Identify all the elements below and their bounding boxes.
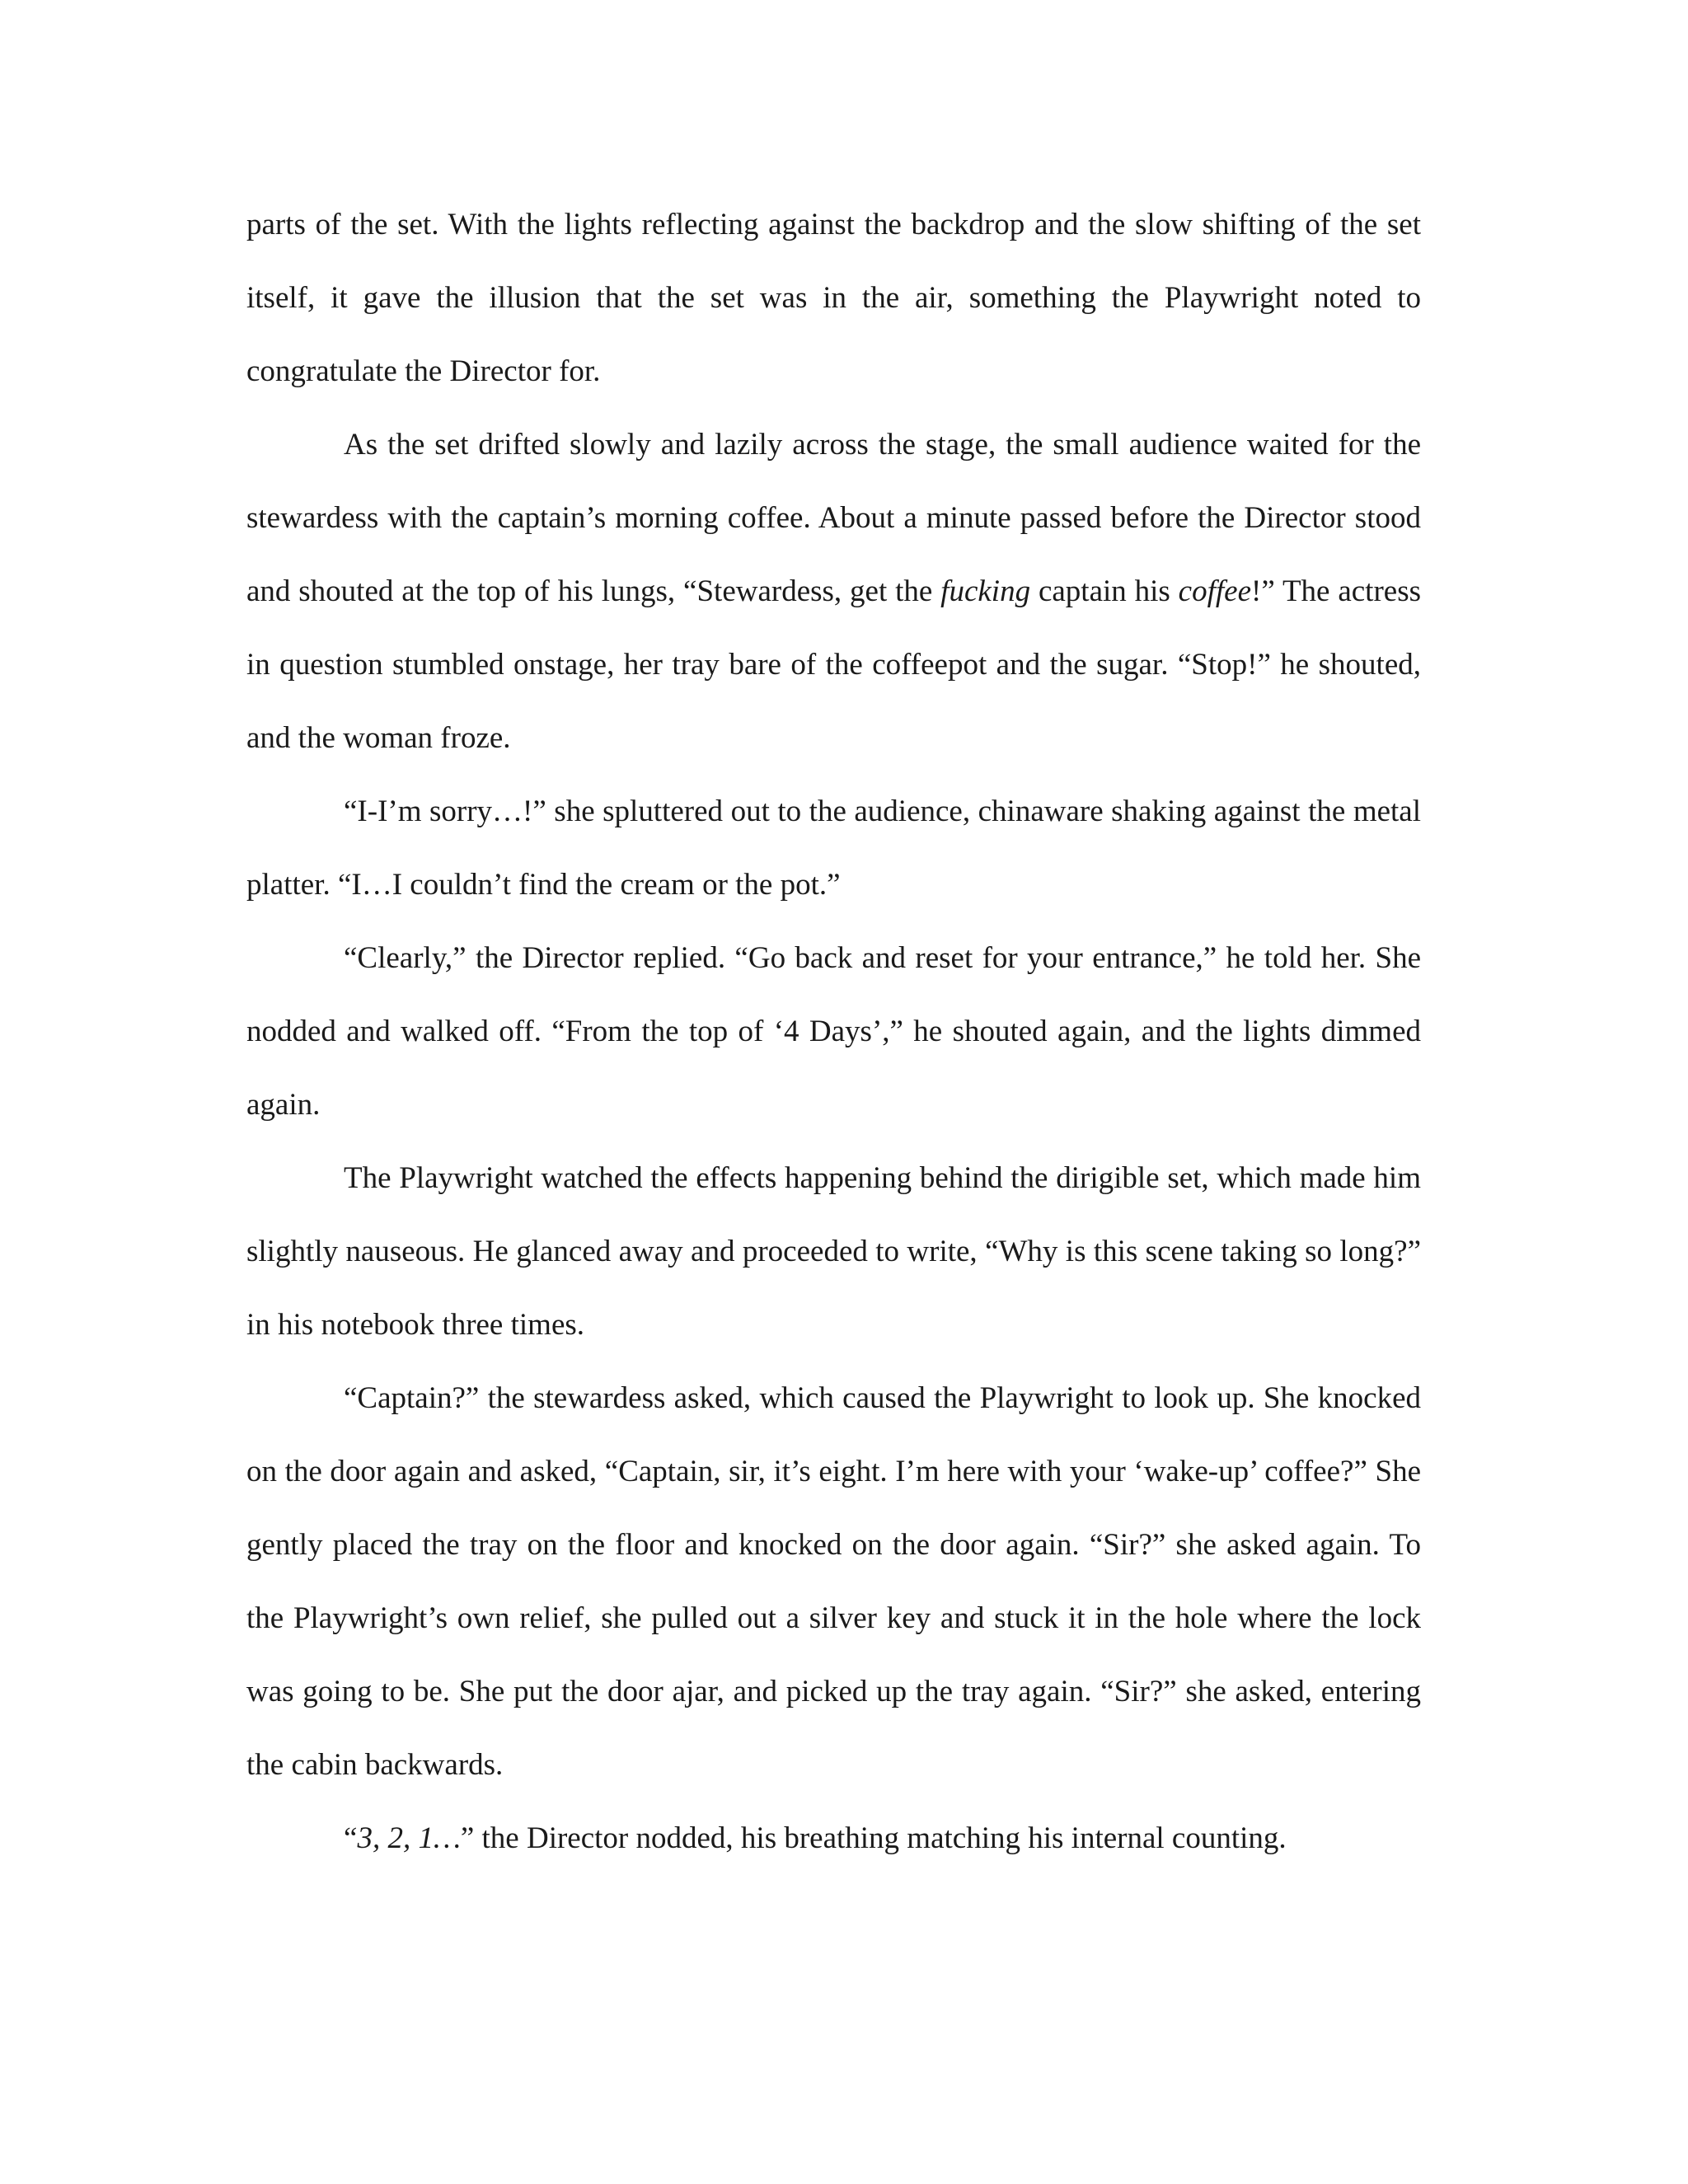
- paragraph-7: [246, 1802, 1421, 1875]
- paragraph-4: [246, 921, 1421, 1141]
- paragraph-text: captain his: [1030, 574, 1179, 608]
- paragraph-6: [246, 1361, 1421, 1802]
- paragraph-text: parts of the set. With the lights reflecting against the backdrop and the slow shifting of the set itself, it gave the illusion that the set was in the air, something the Playwright noted to congratulate the Director for.: [246, 208, 1421, 388]
- paragraph-text: “Captain?” the stewardess asked, which caused the Playwright to look up. She knocked on the door again and asked, “Captain, sir, it’s eight. I’m here with your ‘wake-up’ coffee?” She gently placed the tray on the floor and knocked on the door again. “Sir?” she asked again. To the Playwright’s own relief, she pulled out a silver key and stuck it in the hole where the lock was going to be. She put the door ajar, and picked up the tray again. “Sir?” she asked, entering the cabin backwards.: [246, 1381, 1421, 1782]
- paragraph-1: [246, 188, 1421, 408]
- paragraph-text: !” The actress in question stumbled onstage, her tray bare of the coffeepot and the sugar. “Stop!” he shouted, and the woman froze.: [246, 574, 1421, 755]
- italic-text: coffee: [1178, 574, 1251, 608]
- italic-text: 3, 2, 1…: [357, 1821, 461, 1855]
- paragraph-text: ” the Director nodded, his breathing matching his internal counting.: [460, 1821, 1287, 1855]
- paragraph-text: As the set drifted slowly and lazily across the stage, the small audience waited for the stewardess with the captain’s morning coffee. About a minute passed before the Director stood and shouted at the top of his lungs, “Stewardess, get the: [246, 428, 1421, 608]
- document-page: [246, 188, 1421, 1875]
- paragraph-text: The Playwright watched the effects happening behind the dirigible set, which made him slightly nauseous. He glanced away and proceeded to write, “Why is this scene taking so long?” in his notebook three times.: [246, 1161, 1421, 1342]
- paragraph-2: [246, 408, 1421, 775]
- paragraph-text: “: [344, 1821, 358, 1855]
- paragraph-5: [246, 1141, 1421, 1361]
- paragraph-text: “I-I’m sorry…!” she spluttered out to the audience, chinaware shaking against the metal platter. “I…I couldn’t find the cream or the pot.”: [246, 794, 1421, 902]
- paragraph-3: [246, 775, 1421, 921]
- italic-text: fucking: [940, 574, 1031, 608]
- paragraph-text: “Clearly,” the Director replied. “Go back and reset for your entrance,” he told her. She nodded and walked off. “From the top of ‘4 Days’,” he shouted again, and the lights dimmed again.: [246, 941, 1421, 1122]
